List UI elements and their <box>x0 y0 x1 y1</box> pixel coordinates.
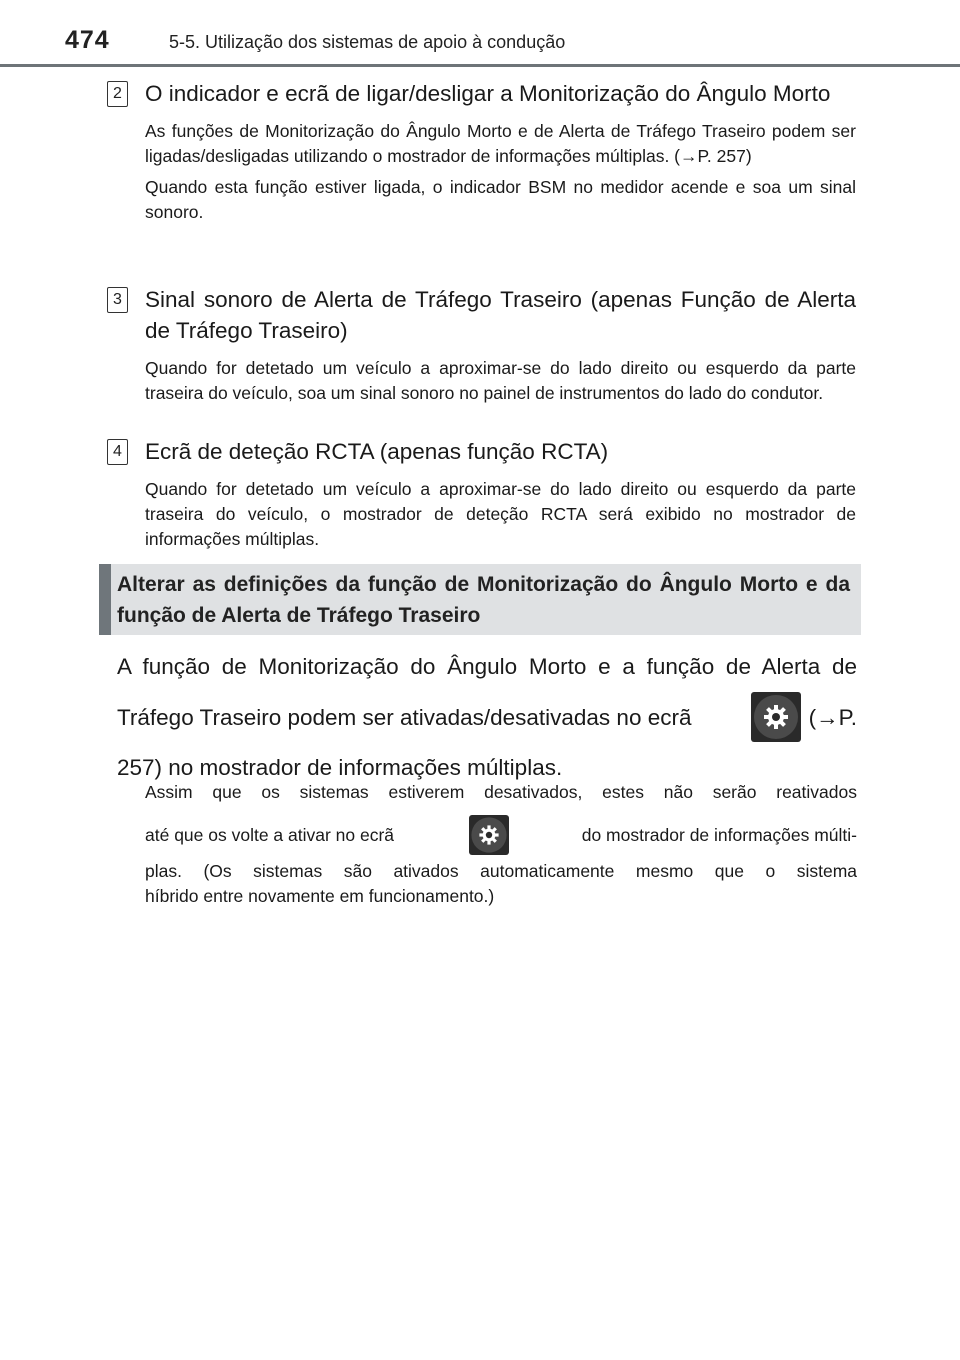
item-heading: O indicador e ecrã de ligar/desligar a Monitorização do Ângulo Morto <box>145 81 831 106</box>
page-header <box>0 0 960 70</box>
gear-icon <box>469 815 509 855</box>
header-divider <box>0 64 960 67</box>
item-paragraph: Quando for detetado um veículo a aproximar-se do lado direito ou esquerdo da parte traseira do veículo, o mostrador de deteção RCTA será exibido no mostrador de informações múltiplas. <box>145 479 856 549</box>
text-line <box>145 811 857 859</box>
chapter-title: 5-5. Utilização dos sistemas de apoio à condução <box>169 32 566 52</box>
item-paragraph: Quando esta função estiver ligada, o indicador BSM no medidor acende e soa um sinal sonoro. <box>145 177 856 222</box>
item-heading: Sinal sonoro de Alerta de Tráfego Traseiro (apenas Função de Alerta de Tráfego Traseiro) <box>145 287 856 343</box>
text-line-content: do mostrador de informações múlti- <box>581 825 857 845</box>
main-paragraph <box>117 644 857 790</box>
text-line-content: (→P. <box>808 704 857 730</box>
item-number-badge: 3 <box>107 287 128 313</box>
text-line-content: plas. (Os sistemas são ativados automaticamente mesmo que o sistema <box>145 861 857 881</box>
section-heading-box <box>99 564 861 635</box>
item-heading: Ecrã de deteção RCTA (apenas função RCTA) <box>145 439 609 464</box>
text-line <box>117 644 857 689</box>
text-line-content: até que os volte a ativar no ecrã <box>145 825 395 845</box>
note-paragraph <box>145 774 857 909</box>
item-number-badge: 4 <box>107 439 128 465</box>
item-4 <box>113 436 856 552</box>
text-line-content: 257) no mostrador de informações múltiplas. <box>117 755 563 780</box>
gear-icon <box>751 692 801 742</box>
item-2 <box>113 78 856 225</box>
text-line <box>117 689 857 745</box>
text-line-content: híbrido entre novamente em funcionamento.) <box>145 886 495 906</box>
item-paragraph: Quando for detetado um veículo a aproximar-se do lado direito ou esquerdo da parte traseira do veículo, soa um sinal sonoro no painel de instrumentos do lado do condutor. <box>145 358 856 403</box>
text-line-content: Tráfego Traseiro podem ser ativadas/desativadas no ecrã <box>117 704 692 730</box>
text-line <box>145 884 857 909</box>
item-number-badge: 2 <box>107 81 128 107</box>
text-line-content: A função de Monitorização do Ângulo Morto e a função de Alerta de <box>117 654 857 679</box>
item-3 <box>113 284 856 406</box>
item-paragraph: As funções de Monitorização do Ângulo Morto e de Alerta de Tráfego Traseiro podem ser ligadas/desligadas utilizando o mostrador de informações múltiplas. (→P. 257) <box>145 121 856 166</box>
text-line <box>145 859 857 884</box>
text-line <box>145 774 857 811</box>
page-number: 474 <box>65 26 110 54</box>
text-line-content: Assim que os sistemas estiverem desativados, estes não serão reativados <box>145 782 857 802</box>
section-title: Alterar as definições da função de Monitorização do Ângulo Morto e da função de Alerta de Tráfego Traseiro <box>117 573 850 627</box>
